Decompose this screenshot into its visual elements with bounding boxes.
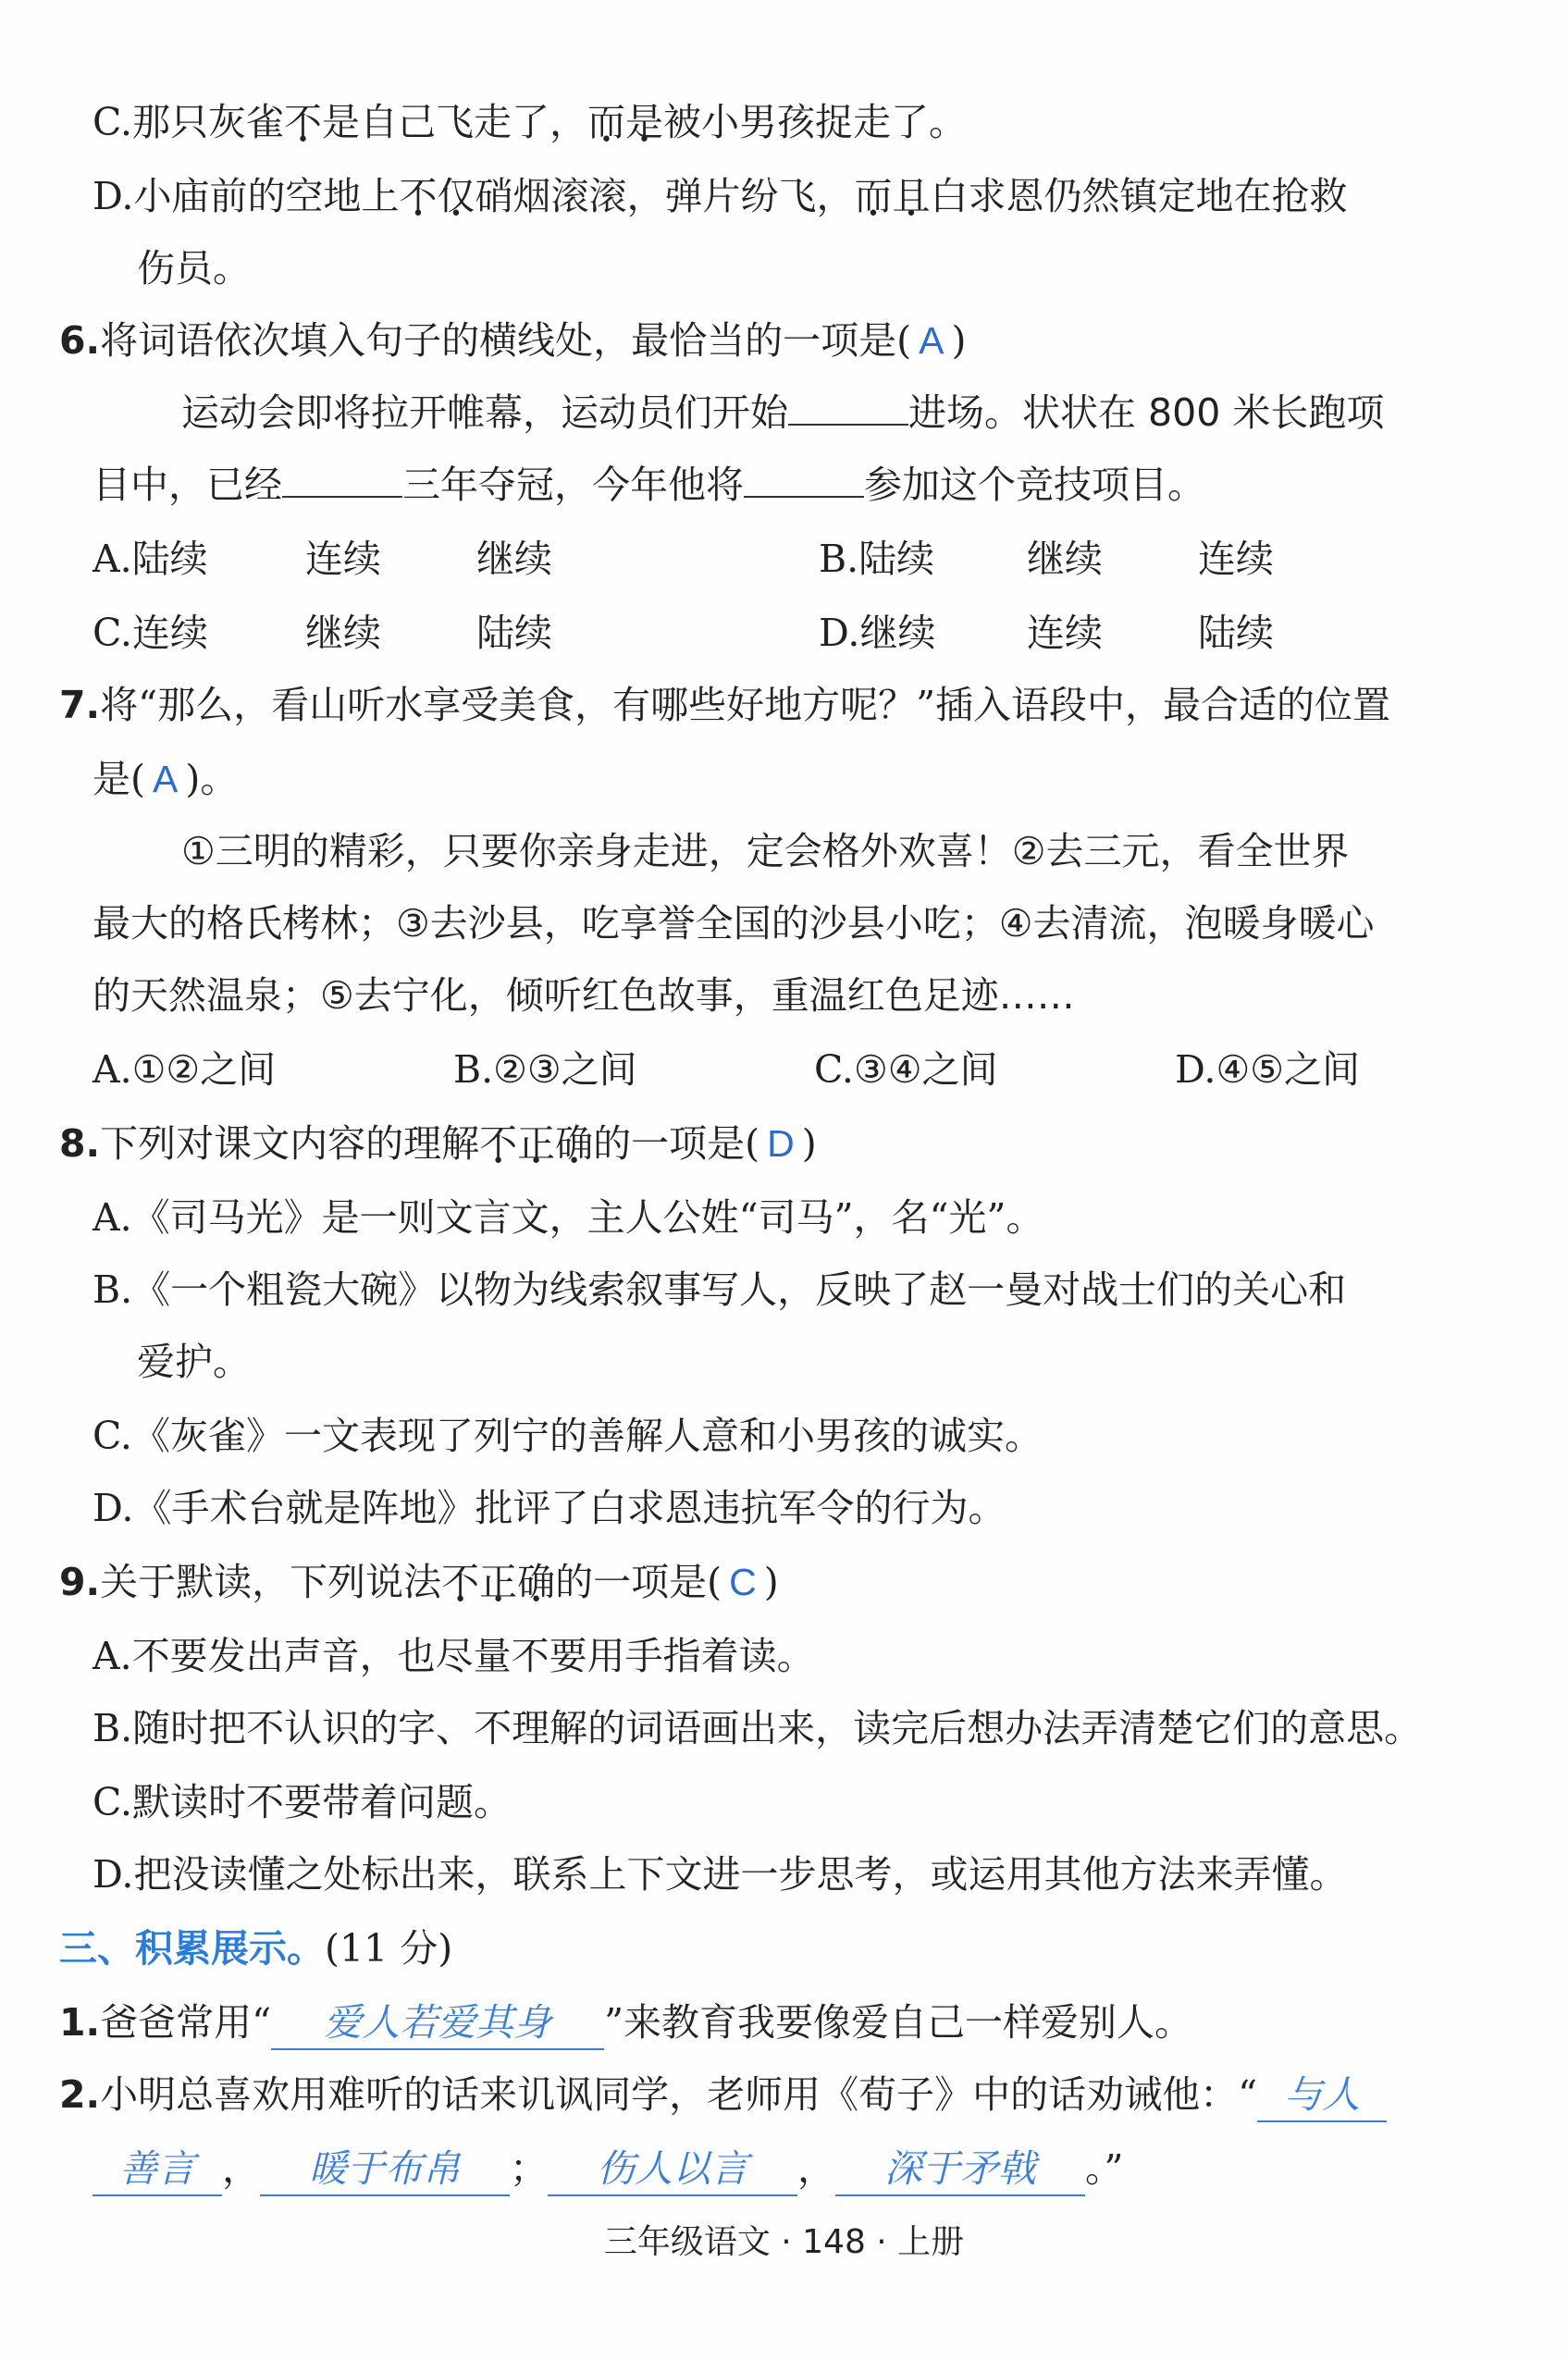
q6-passage-line2: 目中，已经 三年夺冠，今年他将 参加这个竞技项目。 (93, 463, 1205, 507)
fill-blank-3 (744, 464, 864, 498)
s3-question-1: 1.爸爸常用“ 爱人若爱其身 ”来教育我要像爱自己一样爱别人。 (59, 1996, 1192, 2048)
q8-option-b: B.《一个粗瓷大碗》以物为线索叙事写人，反映了赵一曼对战士们的关心和 (93, 1267, 1347, 1312)
q7-passage-line1: ①三明的精彩，只要你亲身走进，定会格外欢喜！②去三元，看全世界 (181, 829, 1350, 873)
handwritten-answer-2a-cont: 善言 (93, 2143, 222, 2196)
question-7: 7.将“那么，看山听水享受美食，有哪些好地方呢？”插入语段中，最合适的位置 (59, 683, 1391, 727)
answer-8: D (767, 1122, 795, 1165)
fill-blank-2 (282, 464, 402, 498)
question-7-cont: 是( A )。 (93, 757, 239, 801)
handwritten-answer-2a: 与人 (1257, 2069, 1387, 2122)
handwritten-answer-2b: 暖于布帛 (260, 2143, 510, 2196)
handwritten-answer-2d: 深于矛戟 (835, 2143, 1085, 2196)
q5-option-d-cont: 伤员。 (137, 246, 251, 290)
q7-passage-line3: 的天然温泉；⑤去宁化，倾听红色故事，重温红色足迹…… (93, 973, 1075, 1018)
s3-question-2-cont: 善言 ， 暖于布帛 ； 伤人以言 ， 深于矛戟 。” (93, 2143, 1123, 2194)
q7-option-b: B.②③之间 (453, 1047, 637, 1092)
q5-option-d: D.小庙前的空地上不仅硝烟滚滚，弹片纷飞，而且白求恩仍然镇定地在抢救 (93, 174, 1348, 218)
q9-option-b: B.随时把不认识的字、不理解的词语画出来，读完后想办法弄清楚它们的意思。 (93, 1706, 1423, 1750)
question-6: 6.将词语依次填入句子的横线处，最恰当的一项是( A ) (59, 318, 967, 363)
q9-option-a: A.不要发出声音，也尽量不要用手指着读。 (93, 1634, 815, 1678)
q9-option-d: D.把没读懂之处标出来，联系上下文进一步思考，或运用其他方法来弄懂。 (93, 1852, 1348, 1897)
q7-option-c: C.③④之间 (814, 1047, 998, 1092)
q8-option-d: D.《手术台就是阵地》批评了白求恩违抗军令的行为。 (93, 1486, 1006, 1530)
section-3-heading: 三、积累展示。(11 分) (59, 1926, 453, 1971)
handwritten-answer-1: 爱人若爱其身 (271, 1996, 604, 2050)
s3-question-2: 2.小明总喜欢用难听的话来讥讽同学，老师用《荀子》中的话劝诫他：“ 与人 (59, 2069, 1387, 2120)
q8-option-a: A.《司马光》是一则文言文，主人公姓“司马”，名“光”。 (93, 1195, 1044, 1240)
q7-option-a: A.①②之间 (93, 1047, 277, 1092)
handwritten-answer-2c: 伤人以言 (548, 2143, 797, 2196)
answer-9: C (729, 1561, 757, 1603)
q8-option-b-cont: 爱护。 (137, 1340, 251, 1384)
q7-passage-line2: 最大的格氏栲林；③去沙县，吃享誉全国的沙县小吃；④去清流，泡暖身暖心 (93, 901, 1375, 946)
q9-option-c: C.默读时不要带着问题。 (93, 1780, 512, 1824)
emphasis-not-correct: 不正确 (479, 1121, 594, 1166)
q8-option-c: C.《灰雀》一文表现了列宁的善解人意和小男孩的诚实。 (93, 1414, 1043, 1458)
page-footer: 三年级语文 · 148 · 上册 (603, 2223, 965, 2261)
q7-option-d: D.④⑤之间 (1175, 1047, 1360, 1092)
q5-option-c: C.那只灰雀不是自己飞走了，而是被小男孩捉走了。 (93, 100, 967, 144)
fill-blank-1 (788, 392, 908, 426)
emphasis-not-correct: 不正确 (441, 1560, 556, 1604)
answer-6: A (919, 319, 945, 362)
answer-7: A (153, 758, 179, 800)
q6-passage-line1: 运动会即将拉开帷幕，运动员们开始 进场。状状在 800 米长跑项 (181, 390, 1385, 435)
question-8: 8.下列对课文内容的理解不正确的一项是( D ) (59, 1121, 817, 1166)
question-9: 9.关于默读，下列说法不正确的一项是( C ) (59, 1560, 779, 1604)
